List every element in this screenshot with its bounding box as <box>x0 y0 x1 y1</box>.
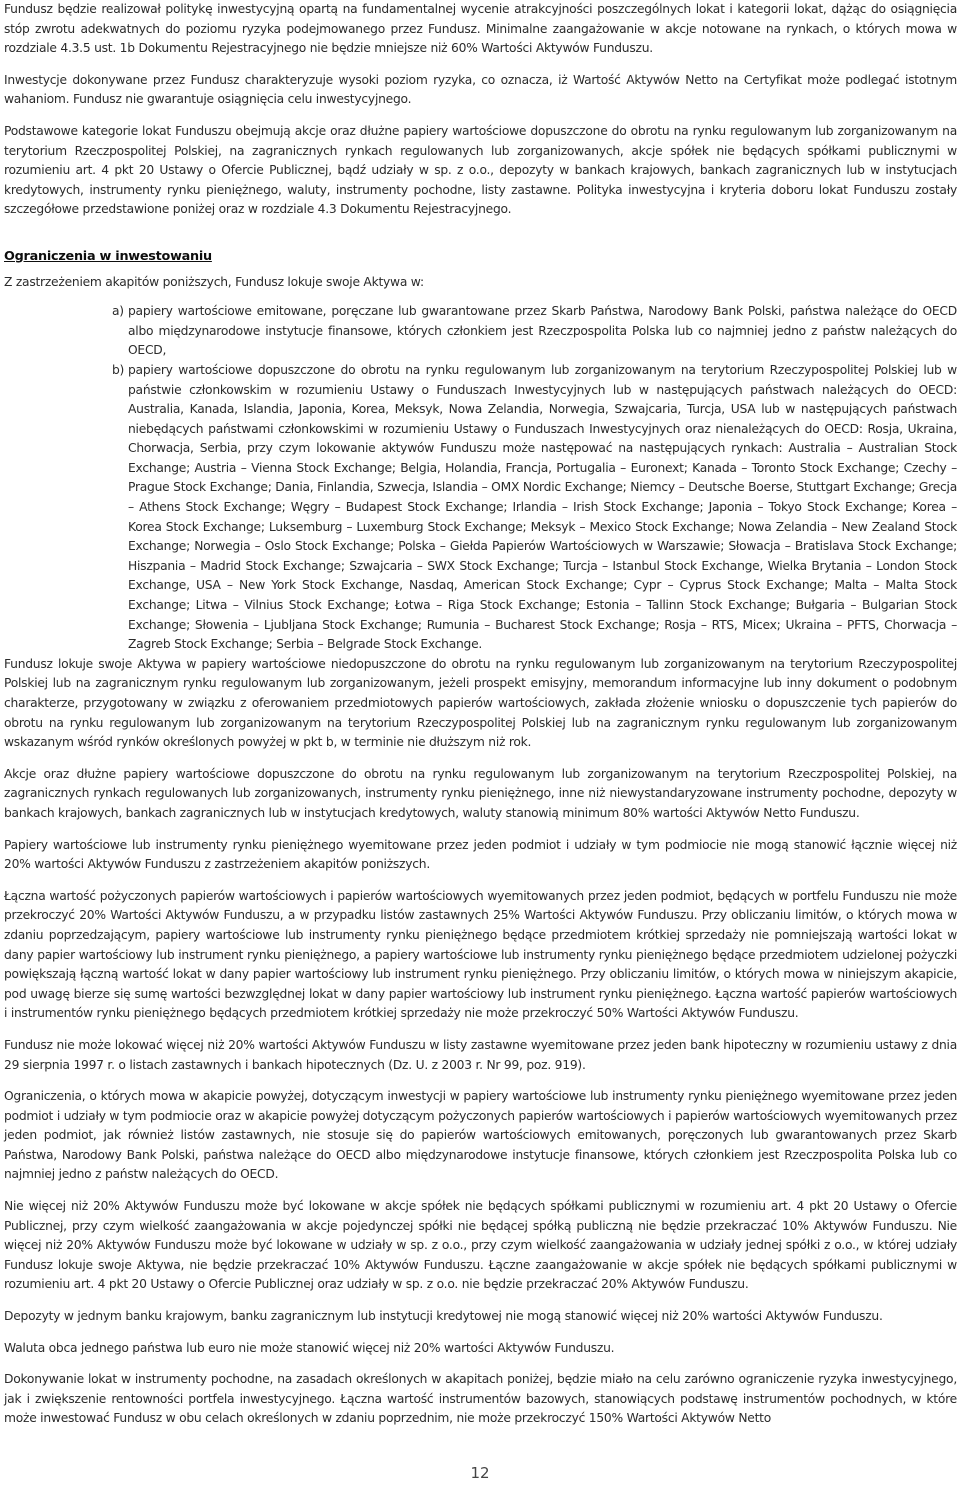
paragraph-exemptions: Ograniczenia, o których mowa w akapicie powyżej, dotyczącym inwestycji w papiery wartościowe lub instrumenty rynku pieniężnego wyemitowane przez jeden podmiot i udziały w tym podmiocie oraz w akapicie powyżej dotyczącym pożyczonych papierów wartościowych i papierów wartościowych wyemitowanych przez jeden podmiot, jak również listów zastawnych, nie stosuje się do papierów wartościowych emitowanych, poręczonych lub gwarantowanych przez Skarb Państwa, Narodowy Bank Polski, państwa należące do OECD albo międzynarodowe instytucje finansowe, których członkiem jest Rzeczpospolita Polska lub co najmniej jedno z państw należących do OECD. <box>4 1089 957 1182</box>
page-number: 12 <box>470 1464 490 1482</box>
paragraph-intro: Z zastrzeżeniem akapitów poniższych, Fundusz lokuje swoje Aktywa w: <box>4 274 424 289</box>
list-item <box>4 302 957 361</box>
paragraph-deposits: Depozyty w jednym banku krajowym, banku zagranicznym lub instytucji kredytowej nie mogą stanowić więcej niż 20% wartości Aktywów Funduszu. <box>4 1309 883 1324</box>
asset-list <box>4 302 957 655</box>
paragraph-borrowed-securities: Łączna wartość pożyczonych papierów wartościowych i papierów wartościowych wyemitowanych przez jeden podmiot, będących w portfelu Funduszu nie może przekroczyć 20% Wartości Aktywów Funduszu, a w przypadku listów zastawnych 25% Wartości Aktywów Funduszu. Przy obliczaniu limitów, o których mowa w zdaniu poprzedzającym, papiery wartościowe lub instrumenty rynku pieniężnego będące przedmiotem krótkiej sprzedaży nie pomniejszają wartości lokat w dany papier wartościowy lub instrument rynku pieniężnego, a papiery wartościowe lub instrumenty rynku pieniężnego będące przedmiotem udzielonej pożyczki powiększają łączną wartość lokat w dany papier wartościowy lub instrument rynku pieniężnego. Przy obliczaniu limitów, o których mowa w niniejszym akapicie, pod uwagę bierze się sumę wartości bezwzględnej lokat w dany papier wartościowy lub instrument rynku pieniężnego. Łączna wartość papierów wartościowych i instrumentów rynku pieniężnego będących przedmiotem krótkiej sprzedaży nie może przekroczyć 50% Wartości Aktywów Funduszu. <box>4 888 957 1021</box>
paragraph-asset-categories: Podstawowe kategorie lokat Funduszu obejmują akcje oraz dłużne papiery wartościowe dopuszczone do obrotu na rynku regulowanym lub zorganizowanym na terytorium Rzeczpospolitej Polskiej, na zagranicznych rynkach regulowanych lub zorganizowanych, akcje spółek nie będących spółkami publicznymi w rozumieniu art. 4 pkt 20 Ustawy o Ofercie Publicznej, bądź udziały w sp. z o.o., depozyty w bankach krajowych, bankach zagranicznych lub w instytucjach kredytowych, instrumenty rynku pieniężnego, waluty, instrumenty pochodne, listy zastawne. Polityka inwestycyjna i kryteria doboru lokat Funduszu zostały szczegółowe przedstawione poniżej oraz w rozdziale 4.3 Dokumentu Rejestracyjnego. <box>4 123 957 217</box>
paragraph-mortgage-bonds: Fundusz nie może lokować więcej niż 20% wartości Aktywów Funduszu w listy zastawne wyemitowane przez jeden bank hipoteczny w rozumieniu ustawy z dnia 29 sierpnia 1997 r. o listach zastawnych i bankach hipotecznych (Dz. U. z 2003 r. Nr 99, poz. 919). <box>4 1037 957 1072</box>
paragraph-risk: Inwestycje dokonywane przez Fundusz charakteryzuje wysoki poziom ryzyka, co oznacza, iż Wartość Aktywów Netto na Certyfikat może podlegać istotnym wahaniom. Fundusz nie gwarantuje osiągnięcia celu inwestycyjnego. <box>4 72 957 107</box>
list-item <box>4 361 957 655</box>
paragraph-unlisted-securities: Fundusz lokuje swoje Aktywa w papiery wartościowe niedopuszczone do obrotu na rynku regulowanym lub zorganizowanym na terytorium Rzeczypospolitej Polskiej lub na zagranicznym rynku regulowanym lub zorganizowanym, jeżeli prospekt emisyjny, memorandum informacyjne lub inny dokument o podobnym charakterze, przygotowany w związku z oferowaniem przedmiotowych papierów wartościowych, zakłada złożenie wniosku o dopuszczenie tych papierów do obrotu na rynku regulowanym lub zorganizowanym na terytorium Rzeczypospolitej Polskiej lub na zagranicznym rynku regulowanym lub zorganizowanym wskazanym wśród rynków określonych powyżej w pkt b, w terminie nie dłuższym niż rok. <box>4 656 957 750</box>
paragraph-derivatives: Dokonywanie lokat w instrumenty pochodne, na zasadach określonych w akapitach poniżej, będzie miało na celu zarówno ograniczenie ryzyka inwestycyjnego, jak i zwiększenie rentowności portfela inwestycyjnego. Łączna wartość instrumentów bazowych, stanowiących podstawę instrumentów pochodnych, w które może inwestować Fundusz w obu celach określonych w zdaniu poprzednim, nie może przekroczyć 150% Wartości Aktywów Netto <box>4 1372 957 1426</box>
document-page <box>4 0 957 1441</box>
section-heading: Ograniczenia w inwestowaniu <box>4 248 212 264</box>
paragraph-single-issuer-limit: Papiery wartościowe lub instrumenty rynku pieniężnego wyemitowane przez jeden podmiot i udziały w tym podmiocie nie mogą stanowić łącznie więcej niż 20% wartości Aktywów Funduszu z zastrzeżeniem akapitów poniższych. <box>4 837 957 872</box>
paragraph-non-public-companies: Nie więcej niż 20% Aktywów Funduszu może być lokowane w akcje spółek nie będących spółkami publicznymi w rozumieniu art. 4 pkt 20 Ustawy o Ofercie Publicznej, przy czym wielkość zaangażowania w akcje pojedynczej spółki nie będącej spółką publiczną nie będzie przekraczać 10% Aktywów Funduszu. Nie więcej niż 20% Aktywów Funduszu może być lokowane w udziały w sp. z o.o., przy czym wielkość zaangażowania w udziały jednej spółki z o.o., w której udziały Fundusz lokuje swoje Aktywa, nie będzie przekraczać 10% Aktywów Funduszu. Łączne zaangażowanie w akcje spółek nie będących spółkami publicznymi w rozumieniu art. 4 pkt 20 Ustawy o Ofercie Publicznej oraz udziały w sp. z o.o. nie będzie przekraczać 20% Aktywów Funduszu. <box>4 1199 957 1292</box>
list-marker: b) <box>112 362 125 377</box>
list-item-text: papiery wartościowe dopuszczone do obrotu na rynku regulowanym lub zorganizowanym na terytorium Rzeczypospolitej Polskiej lub w państwie członkowskim w rozumieniu Ustawy o Funduszach Inwestycyjnych lub w następujących państwach należących do OECD: Australia, Kanada, Islandia, Japonia, Korea, Meksyk, Nowa Zelandia, Norwegia, Szwajcaria, Turcja, USA lub w następujących państwach niebędących państwami członkowskimi w rozumieniu Ustawy o Funduszach Inwestycyjnych oraz nienależących do OECD: Rosja, Ukraina, Chorwacja, Serbia, przy czym lokowanie aktywów Funduszu może następować na następujących rynkach: Australia – Australian Stock Exchange; Austria – Vienna Stock Exchange; Belgia, Holandia, Francja, Portugalia – Euronext; Kanada – Toronto Stock Exchange; Czechy – Prague Stock Exchange; Dania, Finlandia, Szwecja, Islandia – OMX Nordic Exchange; Niemcy – Deutsche Boerse, Stuttgart Exchange; Grecja – Athens Stock Exchange; Węgry – Budapest Stock Exchange; Irlandia – Irish Stock Exchange; Japonia – Tokyo Stock Exchange; Korea – Korea Stock Exchange; Luksemburg – Luxemburg Stock Exchange; Meksyk – Mexico Stock Exchange; Nowa Zelandia – New Zealand Stock Exchange; Norwegia – Oslo Stock Exchange; Polska – Giełda Papierów Wartościowych w Warszawie; Słowacja – Bratislava Stock Exchange; Hiszpania – Madrid Stock Exchange; Szwajcaria – SWX Stock Exchange; Turcja – Istanbul Stock Exchange, Wielka Brytania – London Stock Exchange, USA – New York Stock Exchange, Nasdaq, American Stock Exchange; Cypr – Cyprus Stock Exchange; Malta – Malta Stock Exchange; Litwa – Vilnius Stock Exchange; Łotwa – Riga Stock Exchange; Estonia – Tallinn Stock Exchange; Bułgaria – Bulgarian Stock Exchange; Słowenia – Ljubljana Stock Exchange; Rumunia – Bucharest Stock Exchange; Rosja – RTS, Micex; Ukraina – PFTS, Chorwacja – Zagreb Stock Exchange; Serbia – Belgrade Stock Exchange. <box>128 362 957 652</box>
paragraph-investment-policy: Fundusz będzie realizował politykę inwestycyjną opartą na fundamentalnej wycenie atrakcyjności poszczególnych lokat i kategorii lokat, dążąc do osiągnięcia stóp zwrotu adekwatnych do poziomu ryzyka podejmowanego przez Fundusz. Minimalne zaangażowanie w akcje notowane na rynkach, o których mowa w rozdziale 4.3.5 ust. 1b Dokumentu Rejestracyjnego nie będzie mniejsze niż 60% Wartości Aktywów Funduszu. <box>4 2 957 56</box>
list-item-text: papiery wartościowe emitowane, poręczane lub gwarantowane przez Skarb Państwa, Narodowy Bank Polski, państwa należące do OECD albo międzynarodowe instytucje finansowe, których członkiem jest Rzeczpospolita Polska lub co najmniej jedno z państw należących do OECD, <box>128 304 957 358</box>
paragraph-minimum-80: Akcje oraz dłużne papiery wartościowe dopuszczone do obrotu na rynku regulowanym lub zorganizowanym na terytorium Rzeczpospolitej Polskiej, na zagranicznych rynkach regulowanych lub zorganizowanych, instrumenty rynku pieniężnego, inne niż niewystandaryzowane instrumenty pochodne, depozyty w bankach krajowych, bankach zagranicznych lub w instytucjach kredytowych, waluty stanowią minimum 80% wartości Aktywów Netto Funduszu. <box>4 766 957 820</box>
list-marker: a) <box>112 304 124 319</box>
paragraph-foreign-currency: Waluta obca jednego państwa lub euro nie może stanowić więcej niż 20% wartości Aktywów Funduszu. <box>4 1340 615 1355</box>
